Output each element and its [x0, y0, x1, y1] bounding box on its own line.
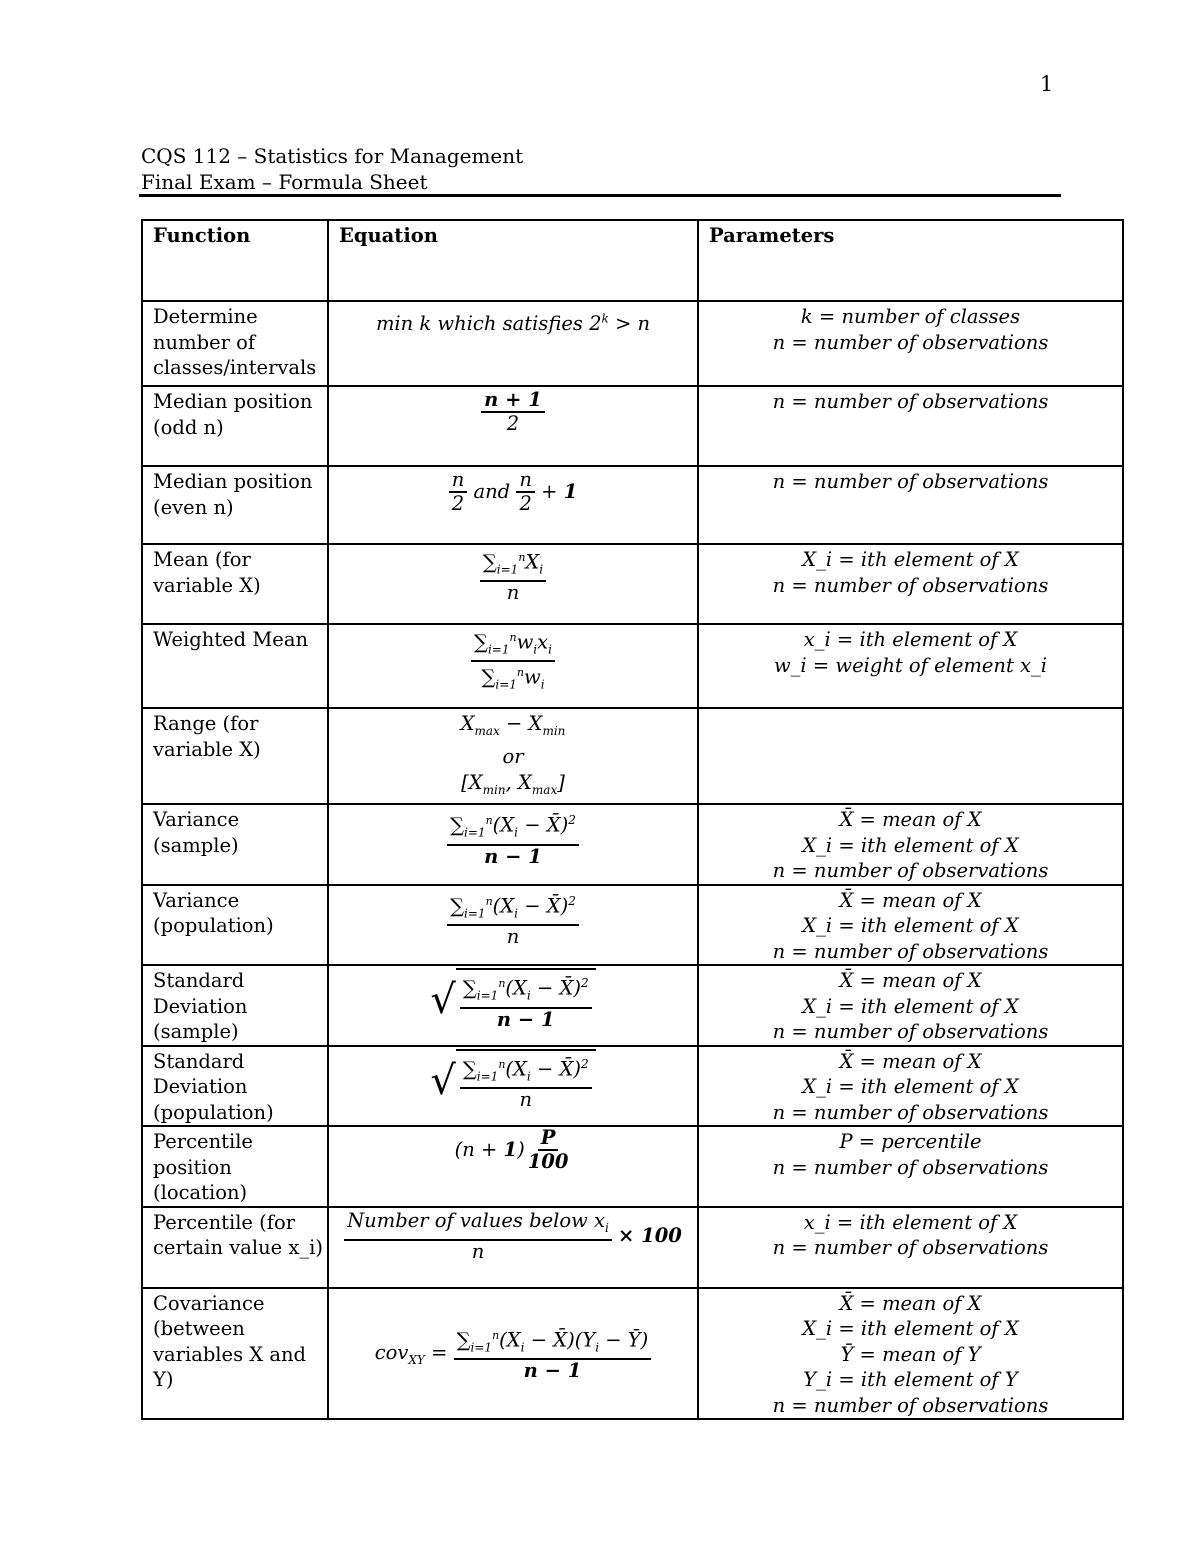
parameters-cell — [698, 544, 1123, 624]
function-cell: Determine number of classes/intervals — [142, 301, 328, 386]
equation-cell: $\frac{\sum_{i=1}^n(X_i - X̄)^2}{n}$ — [328, 885, 698, 966]
parameter-line: n = number of observations — [772, 1155, 1049, 1179]
parameter-line: k = number of classes — [800, 305, 1021, 328]
parameter-line: X̄ = mean of X — [839, 1291, 982, 1315]
parameters-cell — [698, 1288, 1123, 1420]
parameter-line: n = number of observations — [772, 390, 1049, 413]
table-row — [142, 965, 1123, 1046]
equation-cell: √ $\frac{\sum_{i=1}^n(X_i - X̄)^2}{n}$ — [328, 1046, 698, 1127]
parameter-line: X̄ = mean of X — [839, 888, 982, 912]
parameter-line: X_i = ith element of X — [802, 1317, 1019, 1341]
parameter-line: X̄ = mean of X — [839, 969, 982, 993]
parameter-line: x_i = ith element of X — [803, 628, 1018, 651]
table-row — [142, 1288, 1123, 1420]
function-cell: Median position (odd n) — [142, 386, 328, 466]
parameters-cell — [698, 885, 1123, 966]
formula-table — [141, 219, 1124, 1420]
column-header-parameters: Parameters — [698, 220, 1123, 301]
table-header-row — [142, 220, 1123, 301]
parameter-line: X_i = ith element of X — [802, 914, 1019, 938]
parameter-line: X̄ = mean of X — [839, 808, 982, 832]
table-row — [142, 885, 1123, 966]
parameter-line: x_i = ith element of X — [803, 1210, 1018, 1234]
equation-cell: $\frac{\sum_{i=1}^n(X_i - X̄)^2}{n - 1}$ — [328, 804, 698, 885]
equation-cell: $X_{max} - X_{min}$ or [$X_{min}$, $X_{max}$] — [328, 708, 698, 804]
equation-cell: √ $\frac{\sum_{i=1}^n(X_i - X̄)^2}{n - 1}$ — [328, 965, 698, 1046]
parameter-line: n = number of observations — [772, 330, 1049, 354]
function-cell: Covariance (between variables X and Y) — [142, 1288, 328, 1420]
parameter-line: n = number of observations — [772, 1100, 1049, 1124]
course-title: CQS 112 – Statistics for Management — [141, 144, 524, 168]
parameters-cell — [698, 804, 1123, 885]
column-header-function: Function — [142, 220, 328, 301]
equation-cell: min k which satisfies $2^k > n$ — [328, 301, 698, 386]
table-row — [142, 301, 1123, 386]
equation-cell: cov$_{XY}$ = $\frac{\sum_{i=1}^n(X_i - X̄)(Y_i - Ȳ)}{n - 1}$ — [328, 1288, 698, 1420]
function-cell: Mean (for variable X) — [142, 544, 328, 624]
equation-cell: $\frac{\sum_{i=1}^nw_ix_i}{\sum_{i=1}^nw_i}$ — [328, 624, 698, 708]
parameter-line: n = number of observations — [772, 939, 1049, 963]
sheet-subtitle: Final Exam – Formula Sheet — [141, 170, 428, 194]
parameter-line: n = number of observations — [772, 470, 1049, 493]
square-root-icon: √ — [430, 1057, 456, 1104]
function-cell: Standard Deviation (sample) — [142, 965, 328, 1046]
parameters-cell — [698, 1207, 1123, 1288]
equation-cell: $\frac{Number of values below x_i}{n}$ × 100 — [328, 1207, 698, 1288]
parameter-line: n = number of observations — [772, 859, 1049, 883]
parameters-cell — [698, 1126, 1123, 1207]
equation-cell: $\frac{n}{2}$ and $\frac{n}{2}$ + 1 — [328, 466, 698, 544]
parameters-cell — [698, 1046, 1123, 1127]
parameter-line: X_i = ith element of X — [802, 548, 1019, 571]
table-row — [142, 544, 1123, 624]
parameter-line: X_i = ith element of X — [802, 1075, 1019, 1099]
function-cell: Standard Deviation (population) — [142, 1046, 328, 1127]
equation-cell: (n + 1) $\frac{P}{100}$ — [328, 1126, 698, 1207]
parameters-cell — [698, 624, 1123, 708]
parameter-line: Y_i = ith element of Y — [803, 1368, 1018, 1392]
parameters-cell — [698, 708, 1123, 804]
function-cell: Variance (sample) — [142, 804, 328, 885]
function-cell: Percentile position (location) — [142, 1126, 328, 1207]
table-row — [142, 1046, 1123, 1127]
page-number: 1 — [1040, 72, 1054, 96]
column-header-equation: Equation — [328, 220, 698, 301]
function-cell: Percentile (for certain value x_i) — [142, 1207, 328, 1288]
equation-cell: $\frac{\sum_{i=1}^nX_i}{n}$ — [328, 544, 698, 624]
parameter-line: n = number of observations — [772, 1236, 1049, 1260]
table-row — [142, 804, 1123, 885]
table-row — [142, 1126, 1123, 1207]
function-cell: Weighted Mean — [142, 624, 328, 708]
square-root-icon: √ — [430, 977, 456, 1024]
table-row — [142, 466, 1123, 544]
parameter-line: w_i = weight of element x_i — [773, 653, 1048, 677]
parameter-line: P = percentile — [839, 1130, 982, 1154]
table-row — [142, 708, 1123, 804]
parameter-line: X_i = ith element of X — [802, 994, 1019, 1018]
parameter-line: n = number of observations — [772, 573, 1049, 597]
parameter-line: X̄ = mean of X — [839, 1049, 982, 1073]
table-row — [142, 1207, 1123, 1288]
parameters-cell — [698, 466, 1123, 544]
table-row — [142, 386, 1123, 466]
parameters-cell — [698, 301, 1123, 386]
function-cell: Median position (even n) — [142, 466, 328, 544]
parameters-cell — [698, 965, 1123, 1046]
parameter-line: X_i = ith element of X — [802, 833, 1019, 857]
parameter-line: n = number of observations — [772, 1393, 1049, 1417]
document-header — [141, 143, 1061, 195]
parameter-line: n = number of observations — [772, 1020, 1049, 1044]
header-rule — [139, 194, 1061, 197]
function-cell: Range (for variable X) — [142, 708, 328, 804]
table-row — [142, 624, 1123, 708]
equation-cell: $\frac{n + 1}{2}$ — [328, 386, 698, 466]
function-cell: Variance (population) — [142, 885, 328, 966]
parameter-line: Ȳ = mean of Y — [840, 1342, 981, 1366]
parameters-cell — [698, 386, 1123, 466]
